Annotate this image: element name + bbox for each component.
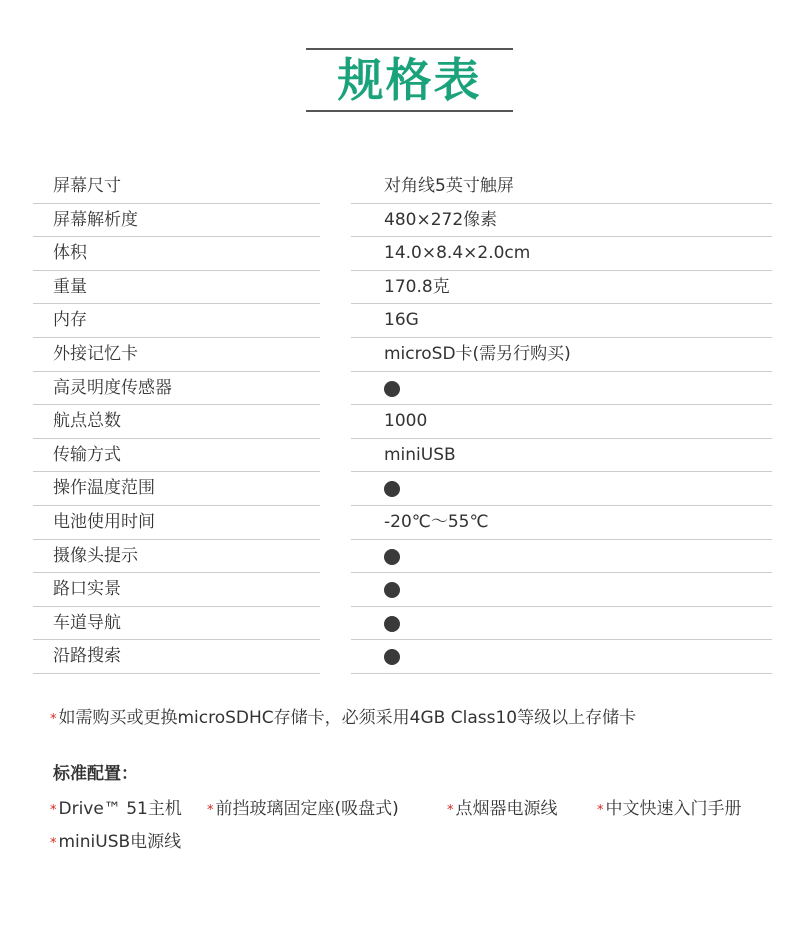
- accessory-star-icon: *: [50, 803, 57, 818]
- spec-row: [33, 506, 773, 540]
- spec-value-cell: [351, 204, 772, 238]
- spec-row: [33, 439, 773, 473]
- spec-label-cell: [33, 607, 320, 641]
- spec-value: 14.0×8.4×2.0cm: [384, 243, 531, 264]
- spec-value: miniUSB: [384, 444, 456, 465]
- spec-label: 重量: [53, 276, 87, 297]
- spec-label: 电池使用时间: [53, 511, 155, 532]
- spec-value: microSD卡(需另行购买): [384, 343, 571, 364]
- spec-value: 16G: [384, 310, 419, 331]
- spec-label: 操作温度范围: [53, 478, 155, 499]
- title-bottom-rule: [306, 110, 513, 112]
- accessory-item: [50, 794, 182, 819]
- spec-label: 屏幕尺寸: [53, 176, 121, 196]
- spec-label: 高灵明度传感器: [53, 377, 172, 398]
- spec-row: [33, 170, 773, 204]
- spec-label-cell: [33, 338, 320, 372]
- accessory-item: [207, 794, 399, 819]
- spec-value-cell: [351, 506, 772, 540]
- spec-label: 航点总数: [53, 411, 121, 432]
- spec-row: [33, 204, 773, 238]
- spec-label-cell: [33, 405, 320, 439]
- spec-label: 路口实景: [53, 579, 121, 600]
- spec-label-cell: [33, 573, 320, 607]
- accessory-star-icon: *: [50, 836, 57, 851]
- spec-value-cell: [351, 405, 772, 439]
- spec-label-cell: [33, 204, 320, 238]
- spec-label-cell: [33, 237, 320, 271]
- spec-label: 屏幕解析度: [53, 209, 138, 230]
- spec-row: [33, 472, 773, 506]
- spec-value-cell: [351, 237, 772, 271]
- spec-table: [33, 170, 773, 674]
- spec-value: 170.8克: [384, 276, 450, 297]
- accessory-star-icon: *: [207, 803, 214, 818]
- spec-label-cell: [33, 439, 320, 473]
- spec-value: 1000: [384, 411, 428, 432]
- spec-label-cell: [33, 540, 320, 574]
- spec-label-cell: [33, 506, 320, 540]
- spec-row: [33, 640, 773, 674]
- supported-dot-icon: [384, 549, 400, 565]
- spec-value: 480×272像素: [384, 209, 498, 230]
- supported-dot-icon: [384, 381, 400, 397]
- spec-label-cell: [33, 170, 320, 204]
- spec-label: 体积: [53, 243, 87, 264]
- accessory-label: 中文快速入门手册: [605, 799, 742, 819]
- spec-value-cell: [351, 170, 772, 204]
- spec-label-cell: [33, 372, 320, 406]
- supported-dot-icon: [384, 481, 400, 497]
- spec-label-cell: [33, 304, 320, 338]
- spec-value-cell: [351, 338, 772, 372]
- spec-label-cell: [33, 271, 320, 305]
- accessory-item: [50, 827, 181, 852]
- spec-value-cell: [351, 640, 772, 674]
- spec-row: [33, 271, 773, 305]
- supported-dot-icon: [384, 649, 400, 665]
- spec-row: [33, 540, 773, 574]
- title-block: [306, 48, 513, 112]
- spec-value-cell: [351, 439, 772, 473]
- spec-value-cell: [351, 573, 772, 607]
- spec-value-cell: [351, 540, 772, 574]
- spec-value-cell: [351, 472, 772, 506]
- spec-label: 内存: [53, 310, 87, 331]
- page-title: 规格表: [337, 53, 482, 107]
- spec-value-cell: [351, 372, 772, 406]
- spec-label: 传输方式: [53, 444, 121, 465]
- spec-row: [33, 304, 773, 338]
- spec-row: [33, 573, 773, 607]
- supported-dot-icon: [384, 582, 400, 598]
- spec-label: 摄像头提示: [53, 545, 138, 566]
- spec-label: 车道导航: [53, 612, 121, 633]
- spec-value-cell: [351, 271, 772, 305]
- spec-value: -20℃～55℃: [384, 511, 489, 532]
- spec-row: [33, 607, 773, 641]
- storage-note: [50, 703, 636, 728]
- spec-label: 沿路搜索: [53, 646, 121, 667]
- supported-dot-icon: [384, 616, 400, 632]
- note-text: 如需购买或更换microSDHC存储卡，必须采用4GB Class10等级以上存储卡: [58, 708, 637, 728]
- spec-label-cell: [33, 472, 320, 506]
- spec-label: 外接记忆卡: [53, 343, 138, 364]
- spec-row: [33, 405, 773, 439]
- accessory-label: 点烟器电源线: [455, 799, 558, 819]
- spec-value: 对角线5英寸触屏: [384, 176, 514, 196]
- accessory-star-icon: *: [447, 803, 454, 818]
- accessory-label: miniUSB电源线: [58, 832, 182, 852]
- accessory-star-icon: *: [597, 803, 604, 818]
- spec-row: [33, 237, 773, 271]
- accessory-label: 前挡玻璃固定座(吸盘式): [215, 799, 399, 819]
- accessory-label: Drive™ 51主机: [58, 799, 182, 819]
- spec-row: [33, 372, 773, 406]
- accessory-item: [597, 794, 742, 819]
- accessories-title: 标准配置：: [53, 764, 138, 784]
- note-star-icon: *: [50, 712, 57, 727]
- spec-value-cell: [351, 607, 772, 641]
- title-top-rule: [306, 48, 513, 50]
- spec-row: [33, 338, 773, 372]
- spec-value-cell: [351, 304, 772, 338]
- accessory-item: [447, 794, 558, 819]
- spec-label-cell: [33, 640, 320, 674]
